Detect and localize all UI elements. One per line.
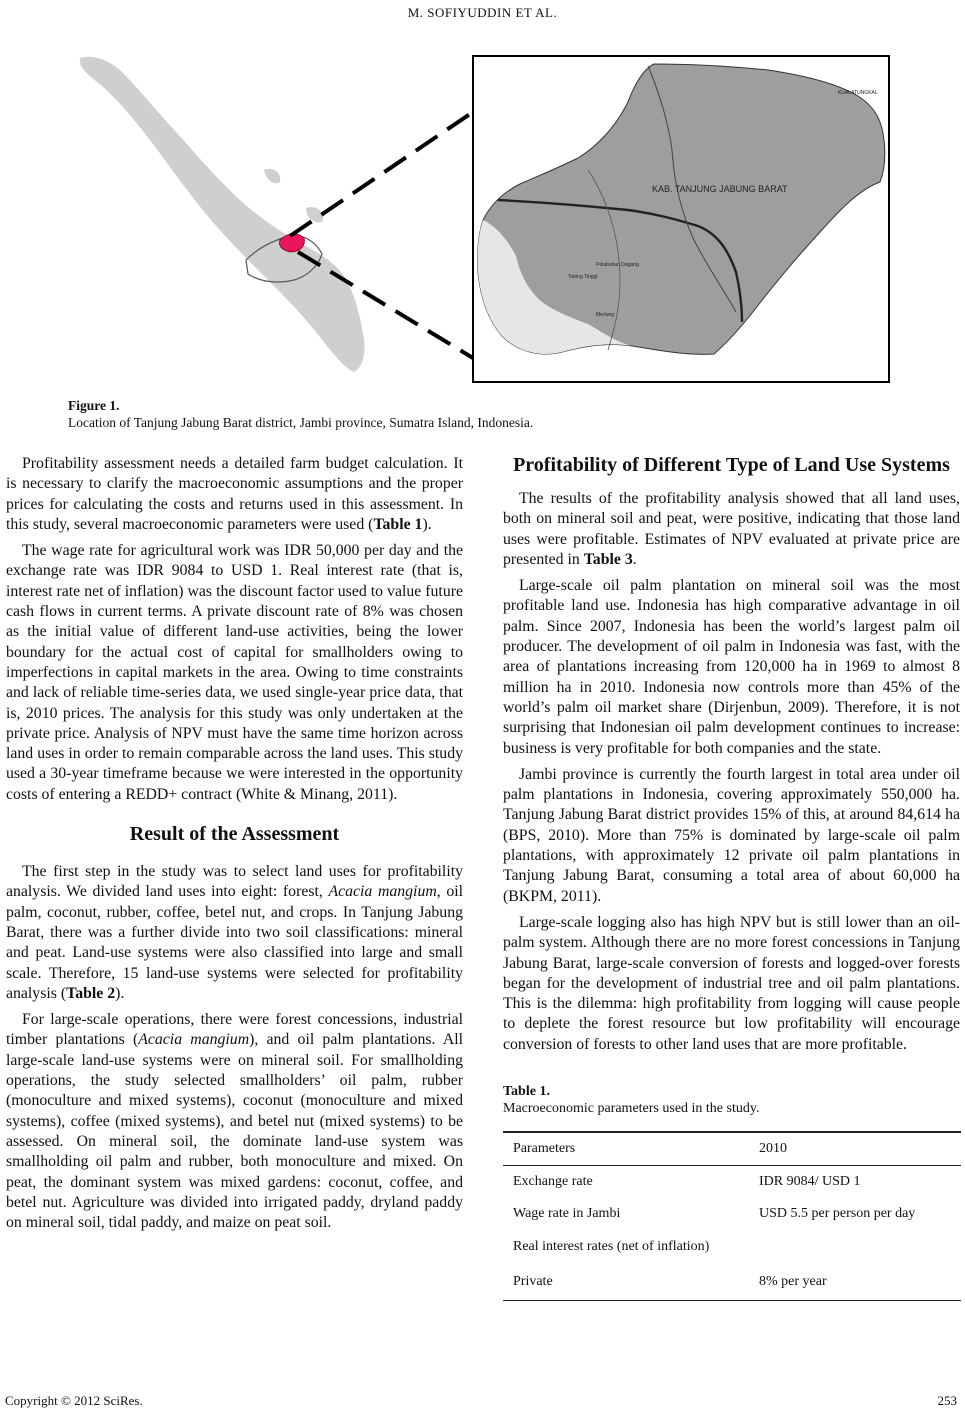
section-heading: Profitability of Different Type of Land Use Systems: [513, 454, 950, 476]
paragraph: The first step in the study was to select land uses for profitability analysis. We divided land uses into eight: forest, Acacia mangium, oil palm, coconut, rubber, coffee, betel nut, and crops. In Tanjung Jabung Barat, there was a further divide into two soil classifications: mineral and peat. Land-use systems were also classified into large and small scale. Therefore, 15 land-use systems were selected for profitability analysis (Table 2).: [6, 863, 463, 1002]
section-heading: Result of the Assessment: [129, 823, 340, 846]
copyright: Copyright © 2012 SciRes.: [5, 1393, 143, 1408]
running-head: M. SOFIYUDDIN ET AL.: [407, 5, 558, 20]
table-ref[interactable]: Table 1: [373, 515, 423, 533]
page-number: 253: [937, 1393, 957, 1408]
paragraph: The results of the profitability analysis showed that all land uses, both on mineral soil and peat, were positive, indicating that those land uses were profitable. Estimates of NPV evaluated at private price are presented in Table 3.: [503, 490, 960, 568]
table-ref[interactable]: Table 2: [66, 984, 116, 1002]
table-row: [503, 1264, 961, 1300]
kualatungkal-label: KUALATUNGKAL: [838, 90, 878, 96]
table-row: [503, 1198, 961, 1231]
location-map: [68, 50, 898, 390]
pelabuhan-label: Pelabuhan Dagang: [596, 262, 639, 268]
macroeconomic-table: [503, 1131, 961, 1301]
paragraph: Profitability assessment needs a detailed farm budget calculation. It is necessary to clarify the macroeconomic assumptions and the proper prices for calculating the costs and returns used in this assessment. In this study, several macroeconomic parameters were used (Table 1).: [6, 455, 463, 533]
paragraph: The wage rate for agricultural work was IDR 50,000 per day and the exchange rate was IDR 9084 to USD 1. Real interest rate (that is, interest rate net of inflation) was the discount factor used to value future cash flows in current terms. A private discount rate of 8% was chosen as the initial value of different land-use activities, being the lower boundary for the actual cost of capital for smallholders owing to imperfections in capital markets in the area. Owing to time constraints and lack of reliable time-series data, we used single-year price data, that is, 2010 prices. The analysis for this study was only undertaken at the private price. Analysis of NPV must have the same time horizon across land uses in order to remain comparable across the land uses. This study used a 30-year timeframe because we were interested in the opportunity costs of entering a REDD+ contract (White & Minang, 2011).: [6, 542, 463, 803]
table-cell: Wage rate in Jambi: [513, 1206, 621, 1222]
tebing-label: Tebing Tinggi: [568, 274, 598, 280]
table-label: Table 1.: [503, 1084, 550, 1100]
column-header: 2010: [759, 1140, 787, 1156]
right-column: [503, 454, 960, 1301]
islands-east: [264, 169, 323, 222]
figure-caption: [68, 397, 928, 431]
figure-caption-text: Location of Tanjung Jabung Barat district, Jambi province, Sumatra Island, Indonesia.: [68, 415, 534, 430]
figure-label: Figure 1.: [68, 398, 120, 413]
table-cell: Private: [513, 1273, 553, 1289]
merlung-label: Merlung: [596, 312, 615, 318]
paragraph: Large-scale logging also has high NPV but is still lower than an oil-palm system. Although there are no more forest concessions in Tanjung Jabung Barat, large-scale conversion of forests and logged-over forests began for the development of industrial tree and oil palm plantations. This is the dilemma: high profitability from logging will cause people to deplete the forest resource but low profitability will encourage conversion of forests to other land uses that are more profitable.: [503, 913, 960, 1053]
table-header-row: [503, 1132, 961, 1165]
table-cell: Real interest rates (net of inflation): [513, 1239, 710, 1255]
table-caption-text: Macroeconomic parameters used in the study.: [503, 1101, 760, 1117]
district-map-label: KAB. TANJUNG JABUNG BARAT: [652, 184, 788, 194]
paragraph: For large-scale operations, there were forest concessions, industrial timber plantations (Acacia mangium), and oil palm plantations. All large-scale land-use systems were on mineral soil. For smallholding operations, the study selected smallholders’ oil palm, rubber (monoculture and mixed systems), coconut (monoculture and mixed systems), coffee (mixed systems), and betel nut (mixed systems) to be assessed. On mineral soil, the dominate land-use system was smallholding oil palm and rubber, both monoculture and mixed. On peat, the dominant system was mixed gardens: coconut, coffee, and betel nut. Agriculture was divided into irrigated paddy, dryland paddy on mineral soil, tidal paddy, and maize on peat soil.: [6, 1011, 464, 1232]
table-row: [503, 1231, 961, 1264]
left-column: [6, 454, 463, 1233]
table-cell: USD 5.5 per person per day: [759, 1206, 916, 1222]
table-caption: [503, 1083, 960, 1117]
table-row: [503, 1165, 961, 1198]
table-cell: Exchange rate: [513, 1173, 593, 1189]
paragraph: Jambi province is currently the fourth largest in total area under oil palm plantations in Indonesia, covering approximately 550,000 ha. Tanjung Jabung Barat district provides 15% of this, at around 84,614 ha (BPS, 2010). More than 75% is dominated by large-scale oil palm plantations, with approximately 12 private oil palm plantations in Tanjung Jabung Barat, consuming a total area of about 60,000 ha (BKPM, 2011).: [503, 765, 960, 905]
figure-1: [68, 50, 898, 390]
table-ref[interactable]: Table 3: [583, 550, 633, 568]
paragraph: Large-scale oil palm plantation on mineral soil was the most profitable land use. Indonesia has high comparative advantage in oil palm. Since 2007, Indonesia has been the world’s largest palm oil producer. The development of oil palm in Indonesia was fast, with the area of plantations increasing from 120,000 ha in 1969 to almost 8 million ha in 2010. Indonesia now controls more than 45% of the world’s palm oil market share (Dirjenbun, 2009). Therefore, it is not surprising that Indonesian oil palm development continues to increase: business is very profitable for both companies and the state.: [503, 577, 960, 757]
table-cell: 8% per year: [759, 1273, 827, 1289]
table-cell: IDR 9084/ USD 1: [759, 1173, 861, 1189]
column-header: Parameters: [513, 1140, 576, 1156]
